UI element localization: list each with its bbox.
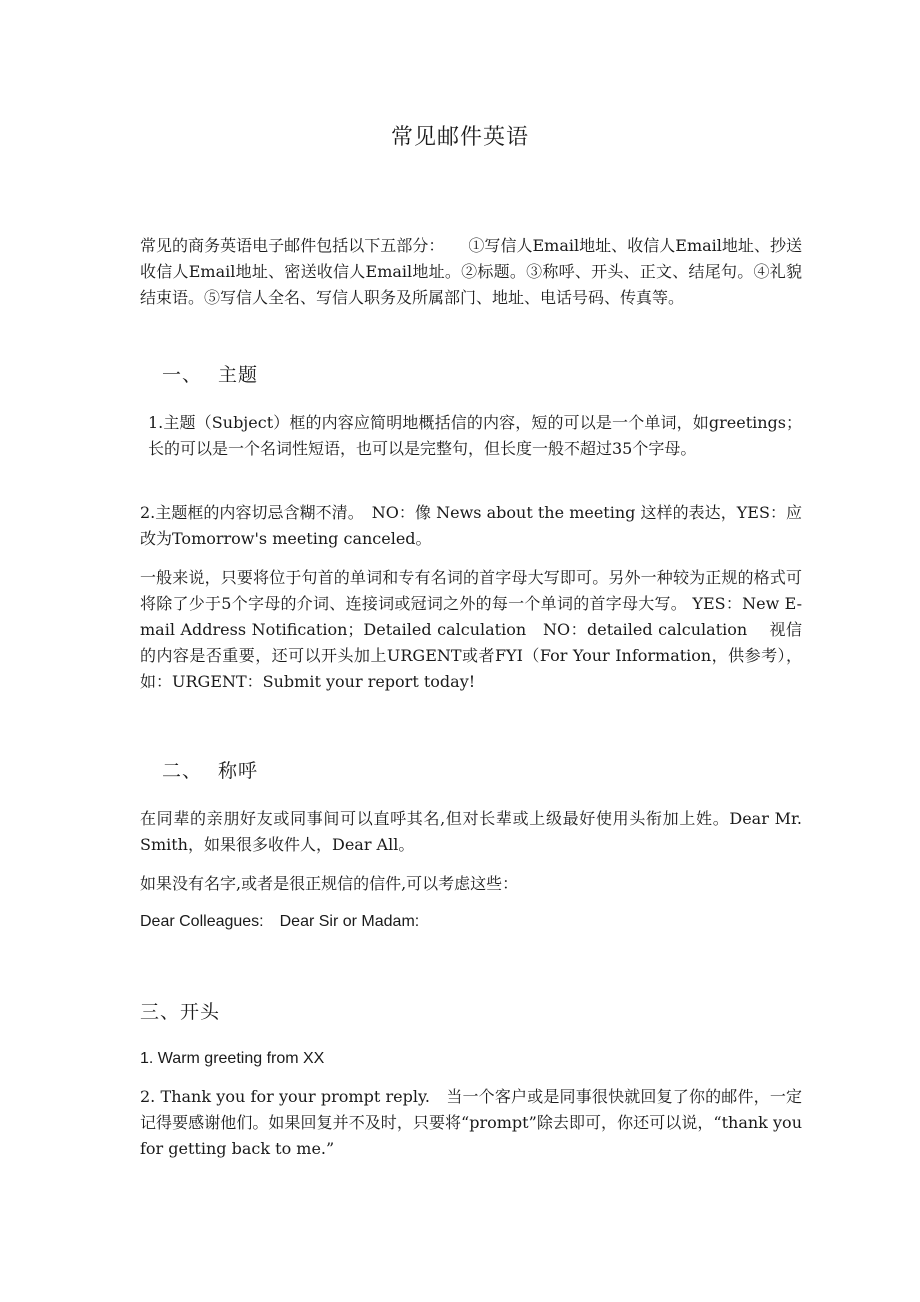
section-1-number: 一、 (162, 364, 203, 386)
section-3-heading: 三、开头 (140, 1001, 221, 1023)
subject-paragraph-3: 一般来说，只要将位于句首的单词和专有名词的首字母大写即可。另外一种较为正规的格式可将除了少于5个字母的介词、连接词或冠词之外的每一个单词的首字母大写。 YES：New E-mail Address Notification；Detailed calculation NO：detailed calculation 视信的内容是否重要，还可以开头加上URGENT或者FYI（For Your Information，供参考），如：URGENT：Submit your report today! (140, 568, 802, 691)
intro-paragraph: 常见的商务英语电子邮件包括以下五部分： ①写信人Email地址、收信人Email地址、抄送收信人Email地址、密送收信人Email地址。②标题。③称呼、开头、正文、结尾句。④礼貌结束语。⑤写信人全名、写信人职务及所属部门、地址、电话号码、传真等。 (140, 236, 802, 307)
opening-paragraph-1: 1. Warm greeting from XX (140, 1050, 325, 1067)
salutation-paragraph-2: 如果没有名字,或者是很正规信的信件,可以考虑这些： (140, 874, 519, 893)
subject-paragraph-2: 2.主题框的内容切忌含糊不清。 NO：像 News about the meeting 这样的表达，YES：应改为Tomorrow's meeting canceled。 (140, 503, 802, 548)
section-2-title: 称呼 (218, 760, 259, 782)
section-2-heading (162, 756, 258, 783)
section-1-heading (162, 360, 258, 387)
opening-paragraph-2: 2. Thank you for your prompt reply. 当一个客户或是同事很快就回复了你的邮件，一定记得要感谢他们。如果回复并不及时，只要将“prompt”除去即可，你还可以说，“thank you for getting back to me.” (140, 1087, 802, 1158)
subject-paragraph-1: 1.主题（Subject）框的内容应简明地概括信的内容，短的可以是一个单词，如greetings；长的可以是一个名词性短语，也可以是完整句，但长度一般不超过35个字母。 (148, 413, 802, 458)
section-1-title: 主题 (218, 364, 259, 386)
document-title: 常见邮件英语 (390, 125, 529, 150)
salutation-paragraph-3: Dear Colleagues: Dear Sir or Madam: (140, 913, 420, 930)
salutation-paragraph-1: 在同辈的亲朋好友或同事间可以直呼其名,但对长辈或上级最好使用头衔加上姓。Dear Mr. Smith，如果很多收件人，Dear All。 (140, 809, 802, 854)
section-2-number: 二、 (162, 760, 203, 782)
